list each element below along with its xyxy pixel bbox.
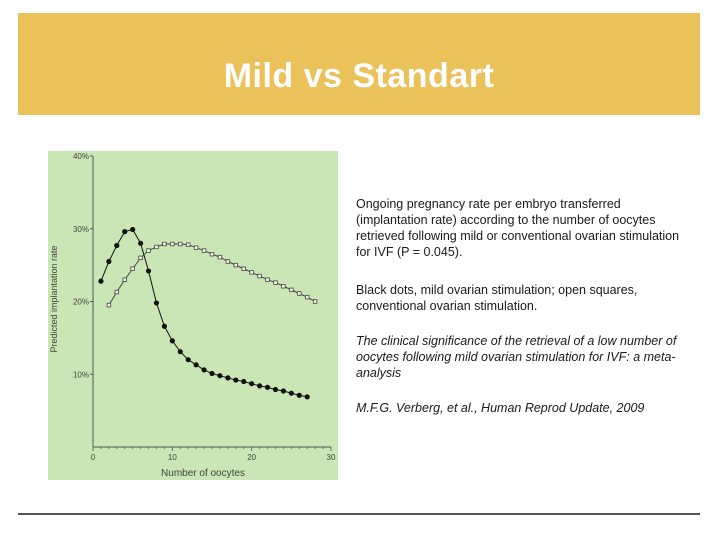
data-point-mild xyxy=(241,379,246,384)
data-point-conventional xyxy=(178,242,182,246)
data-point-conventional xyxy=(250,271,254,275)
chart-axes xyxy=(73,152,336,462)
data-point-mild xyxy=(186,357,191,362)
x-tick-label: 20 xyxy=(247,453,257,462)
data-point-conventional xyxy=(202,249,206,253)
data-point-conventional xyxy=(131,267,135,271)
data-point-conventional xyxy=(266,278,270,282)
data-point-conventional xyxy=(155,245,159,249)
data-point-mild xyxy=(170,338,175,343)
x-axis-label: Number of oocytes xyxy=(161,468,245,479)
data-point-conventional xyxy=(258,274,262,278)
data-point-conventional xyxy=(115,290,119,294)
data-point-conventional xyxy=(234,263,238,267)
data-point-mild xyxy=(225,375,230,380)
x-tick-label: 10 xyxy=(167,453,177,462)
data-point-mild xyxy=(178,349,183,354)
data-point-mild xyxy=(249,381,254,386)
chart-series xyxy=(98,227,317,400)
data-point-mild xyxy=(233,377,238,382)
y-tick-label: 20% xyxy=(72,297,89,307)
title-banner xyxy=(18,13,700,115)
article-title: The clinical significance of the retrieval of a low number of oocytes following mild ovarian stimulation for IVF: a meta-analysis xyxy=(356,334,677,380)
data-point-conventional xyxy=(218,255,222,259)
data-point-conventional xyxy=(194,246,198,250)
data-point-mild xyxy=(154,300,159,305)
data-point-conventional xyxy=(242,267,246,271)
data-point-mild xyxy=(273,387,278,392)
legend-description: Black dots, mild ovarian stimulation; open squares, conventional ovarian stimulation. xyxy=(356,283,638,313)
data-point-mild xyxy=(194,362,199,367)
data-point-conventional xyxy=(123,278,127,282)
data-point-mild xyxy=(98,279,103,284)
data-point-conventional xyxy=(274,281,278,285)
data-point-mild xyxy=(281,388,286,393)
y-axis-label: Predicted implantation rate xyxy=(49,245,59,353)
data-point-mild xyxy=(122,229,127,234)
implantation-rate-chart xyxy=(48,151,338,480)
data-point-conventional xyxy=(226,260,230,264)
data-point-mild xyxy=(201,367,206,372)
data-point-conventional xyxy=(210,252,214,256)
data-point-conventional xyxy=(297,292,301,296)
data-point-conventional xyxy=(313,300,317,304)
data-point-mild xyxy=(138,241,143,246)
data-point-conventional xyxy=(186,243,190,247)
bottom-divider xyxy=(18,513,700,515)
slide-title: Mild vs Standart xyxy=(223,57,495,95)
data-point-mild xyxy=(130,227,135,232)
y-tick-label: 40% xyxy=(72,152,89,161)
data-point-mild xyxy=(217,373,222,378)
data-point-mild xyxy=(289,391,294,396)
data-point-conventional xyxy=(171,242,175,246)
data-point-mild xyxy=(305,394,310,399)
x-tick-label: 30 xyxy=(326,453,336,462)
data-point-mild xyxy=(257,383,262,388)
data-point-mild xyxy=(114,243,119,248)
chart-figure xyxy=(48,151,338,480)
citation: M.F.G. Verberg, et al., Human Reprod Update, 2009 xyxy=(356,401,645,415)
y-tick-label: 10% xyxy=(72,370,89,380)
data-point-mild xyxy=(146,268,151,273)
data-point-mild xyxy=(297,393,302,398)
data-point-conventional xyxy=(139,256,143,260)
y-tick-label: 30% xyxy=(72,224,89,234)
data-point-conventional xyxy=(147,249,151,253)
data-point-conventional xyxy=(282,284,286,288)
data-point-mild xyxy=(162,324,167,329)
data-point-conventional xyxy=(107,303,111,307)
data-point-mild xyxy=(106,259,111,264)
data-point-conventional xyxy=(290,288,294,292)
data-point-conventional xyxy=(163,242,167,246)
figure-description: Ongoing pregnancy rate per embryo transferred (implantation rate) according to the number of oocytes retrieved following mild or conventional ovarian stimulation for IVF (P = 0.045). xyxy=(356,197,680,259)
data-point-mild xyxy=(265,385,270,390)
x-tick-label: 0 xyxy=(90,453,96,462)
data-point-mild xyxy=(209,371,214,376)
data-point-conventional xyxy=(305,295,309,299)
